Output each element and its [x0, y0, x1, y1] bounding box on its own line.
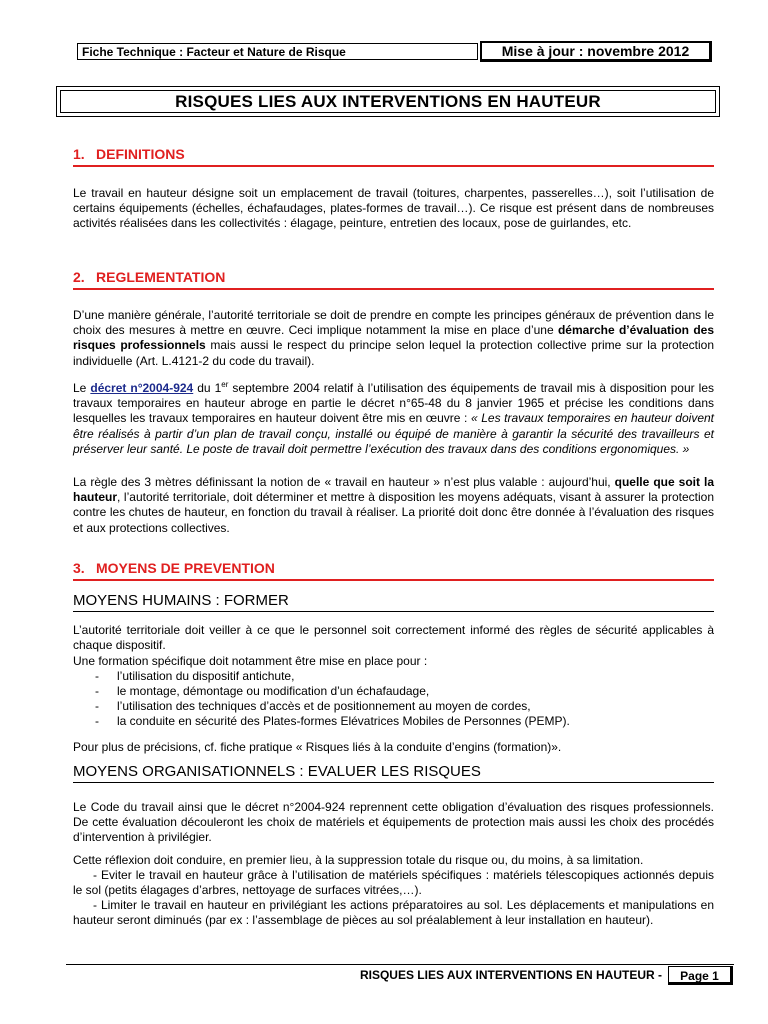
footer-title: RISQUES LIES AUX INTERVENTIONS EN HAUTEUR - — [359, 968, 662, 982]
bold-text: quelle que soit la hauteur — [73, 475, 714, 505]
list-item-text: la conduite en sécurité des Plates-formes Elévatrices Mobiles de Personnes (PEMP). — [117, 714, 570, 728]
title-frame — [56, 86, 720, 117]
bullet-dash: - — [95, 714, 99, 728]
section-number: 3. — [73, 560, 85, 576]
humains-paragraph-3: Pour plus de précisions, cf. fiche pratique « Risques liés à la conduite d’engins (formation)». — [73, 740, 562, 754]
section-reglementation-heading — [73, 269, 714, 290]
bullet-dash: - — [95, 669, 99, 683]
organisationnels-paragraph-3: - Eviter le travail en hauteur grâce à l’utilisation de matériels spécifiques : matériels télescopiques actionnés depuis le sol (petits élagages d’arbres, nettoyage de surfaces vitrées,…). — [73, 868, 714, 898]
section-number: 2. — [73, 269, 85, 285]
text-run: Le — [73, 381, 91, 395]
list-item — [95, 714, 570, 729]
list-item — [95, 669, 294, 684]
list-item-text: l’utilisation du dispositif antichute, — [117, 669, 295, 683]
list-item — [95, 684, 429, 699]
text-run: du 1 — [193, 381, 222, 395]
footer-divider — [66, 964, 734, 965]
reglementation-paragraph-1 — [73, 308, 714, 369]
organisationnels-paragraph-2: Cette réflexion doit conduire, en premier lieu, à la suppression totale du risque ou, du moins, à sa limitation. — [73, 853, 644, 867]
organisationnels-paragraph-4: - Limiter le travail en hauteur en privilégiant les actions préparatoires au sol. Les déplacements et manipulations en hauteur seront diminués (par ex : l’assemblage de pièces au sol préalablement à leur installation en hauteur). — [73, 898, 714, 928]
list-item — [95, 699, 531, 714]
text-run: , l’autorité territoriale, doit déterminer et mettre à disposition les moyens adéquats, visant à assurer la protection contre les chutes de hauteur, en fonction du travail à réaliser. La priorité doit donc être donnée à l’évaluation des risques et aux protections collectives. — [73, 490, 714, 535]
text-run: La règle des 3 mètres définissant la notion de « travail en hauteur » n’est plus valable : aujourd’hui, — [73, 475, 615, 489]
text-run: D’une manière générale, l’autorité territoriale se doit de prendre en compte les principes généraux de prévention dans le choix des mesures à mettre en œuvre. Ceci implique notamment la mise en place d’une — [73, 308, 714, 338]
reglementation-paragraph-2 — [73, 377, 714, 457]
text-run: septembre 2004 relatif à l’utilisation des équipements de travail mis à disposition pour les travaux temporaires en hauteur abroge en partie le décret n°65-48 du 8 janvier 1965 et précise les conditions dans lesquelles les travaux temporaires en hauteur doivent être mis en œuvre : — [73, 381, 714, 426]
organisationnels-paragraph-1: Le Code du travail ainsi que le décret n°2004-924 reprennent cette obligation d’évaluation des risques professionnels. De cette évaluation découleront les choix de matériels et équipements de protection mais aussi les choix des procédés d’intervention à privilégier. — [73, 800, 714, 845]
reglementation-paragraph-3 — [73, 475, 714, 536]
decret-link[interactable]: décret n°2004-924 — [90, 381, 194, 395]
section-prevention-heading — [73, 560, 714, 581]
section-number: 1. — [73, 146, 85, 162]
document-category: Fiche Technique : Facteur et Nature de Risque — [77, 43, 478, 60]
quote-text: « Les travaux temporaires en hauteur doivent être réalisés à partir d’un plan de travail conçu, installé ou équipé de manière à garantir la sécurité des travailleurs et préserver leur santé. Le poste de travail doit permettre l’exécution des travaux dans des conditions ergonomiques. » — [73, 411, 714, 456]
section-title: DEFINITIONS — [96, 146, 185, 162]
section-definitions-heading — [73, 146, 714, 167]
section-title: MOYENS DE PREVENTION — [96, 560, 275, 576]
list-item-text: l’utilisation des techniques d’accès et de positionnement au moyen de cordes, — [117, 699, 531, 713]
bullet-dash: - — [95, 699, 99, 713]
humains-paragraph-2: Une formation spécifique doit notamment être mise en place pour : — [73, 654, 428, 668]
page-title: RISQUES LIES AUX INTERVENTIONS EN HAUTEUR — [175, 92, 601, 111]
superscript: er — [221, 380, 229, 389]
section-title: REGLEMENTATION — [96, 269, 226, 285]
bold-text: démarche d’évaluation des risques professionnels — [73, 323, 714, 353]
bullet-dash: - — [95, 684, 99, 698]
list-item-text: le montage, démontage ou modification d’un échafaudage, — [117, 684, 430, 698]
text-run: mais aussi le respect du principe selon lequel la protection collective prime sur la protection individuelle (Art. L.4121-2 du code du travail). — [73, 338, 715, 368]
page-number: Page 1 — [668, 966, 733, 985]
subheading-moyens-organisationnels: MOYENS ORGANISATIONNELS : EVALUER LES RISQUES — [73, 763, 714, 783]
humains-paragraph-1: L’autorité territoriale doit veiller à ce que le personnel soit correctement informé des règles de sécurité applicables à chaque dispositif. — [73, 623, 714, 653]
update-date: Mise à jour : novembre 2012 — [480, 41, 712, 62]
subheading-moyens-humains: MOYENS HUMAINS : FORMER — [73, 592, 714, 612]
definitions-paragraph: Le travail en hauteur désigne soit un emplacement de travail (toitures, charpentes, passerelles…), soit l’utilisation de certains équipements (échelles, échafaudages, plates-formes de travail…). Ce risque est présent dans de nombreuses activités réalisées dans les collectivités : élagage, peinture, entretien des locaux, pose de guirlandes, etc. — [73, 186, 714, 231]
